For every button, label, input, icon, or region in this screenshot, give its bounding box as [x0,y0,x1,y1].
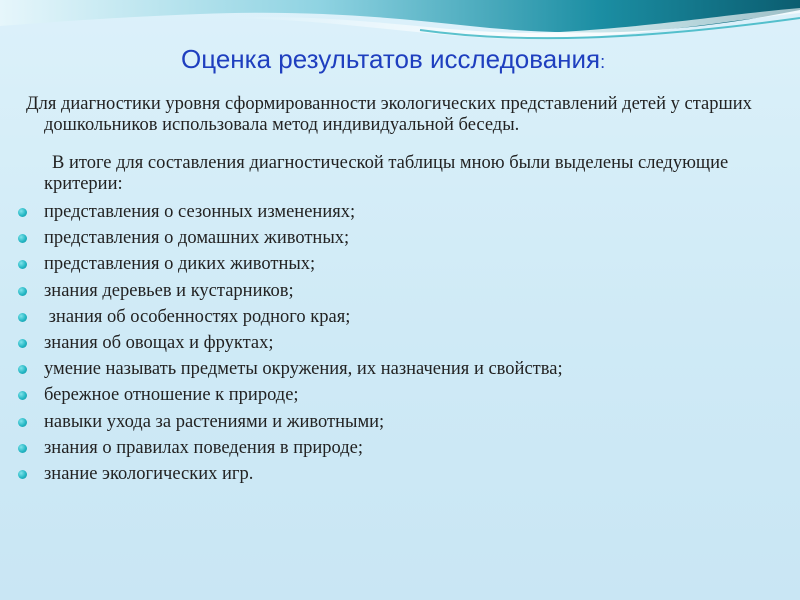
slide-title [181,44,605,75]
bullet-dot-icon [18,365,27,374]
criteria-list-item [0,278,780,304]
criteria-item-text: представления о сезонных изменениях; [44,202,356,222]
criteria-list-item [0,251,780,277]
criteria-item-text: представления о диких животных; [44,254,316,275]
criteria-item-text: знание экологических игр. [44,463,254,484]
criteria-list-item [0,382,780,408]
bullet-dot-icon [18,260,27,269]
slide-title-colon: : [600,52,606,72]
bullet-dot-icon [18,339,27,348]
bullet-dot-icon [18,470,27,479]
intro-paragraph: Для диагностики уровня сформированности экологических представлений детей у старших дошкольников использовала метод индивидуальной беседы. [26,94,752,135]
bullet-dot-icon [18,287,27,296]
bullet-dot-icon [18,313,27,322]
criteria-item-text: знания об овощах и фруктах; [44,332,274,353]
criteria-item-text: умение называть предметы окружения, их назначения и свойства; [44,359,563,380]
criteria-list-item [0,330,780,356]
criteria-list-item [0,356,780,382]
criteria-list-item [0,304,780,330]
lead-paragraph: В итоге для составления диагностической таблицы мною были выделены следующие критерии: [44,153,729,194]
criteria-item-text: навыки ухода за растениями и животными; [44,411,385,432]
criteria-item-text: знания о правилах поведения в природе; [44,437,363,458]
slide-body [0,94,780,487]
criteria-list [0,199,780,487]
criteria-item-text: знания об особенностях родного края; [44,306,351,327]
criteria-item-text: знания деревьев и кустарников; [44,280,294,301]
bullet-dot-icon [18,444,27,453]
criteria-list-item [0,409,780,435]
criteria-list-item [0,435,780,461]
criteria-list-item [0,461,780,487]
bullet-dot-icon [18,208,27,217]
criteria-item-text: представления о домашних животных; [44,228,350,249]
criteria-list-item [0,225,780,251]
slide-title-text: Оценка результатов исследования [181,44,601,74]
bullet-dot-icon [18,418,27,427]
bullet-dot-icon [18,234,27,243]
bullet-dot-icon [18,391,27,400]
criteria-list-item [0,199,780,225]
criteria-item-text: бережное отношение к природе; [44,385,299,406]
